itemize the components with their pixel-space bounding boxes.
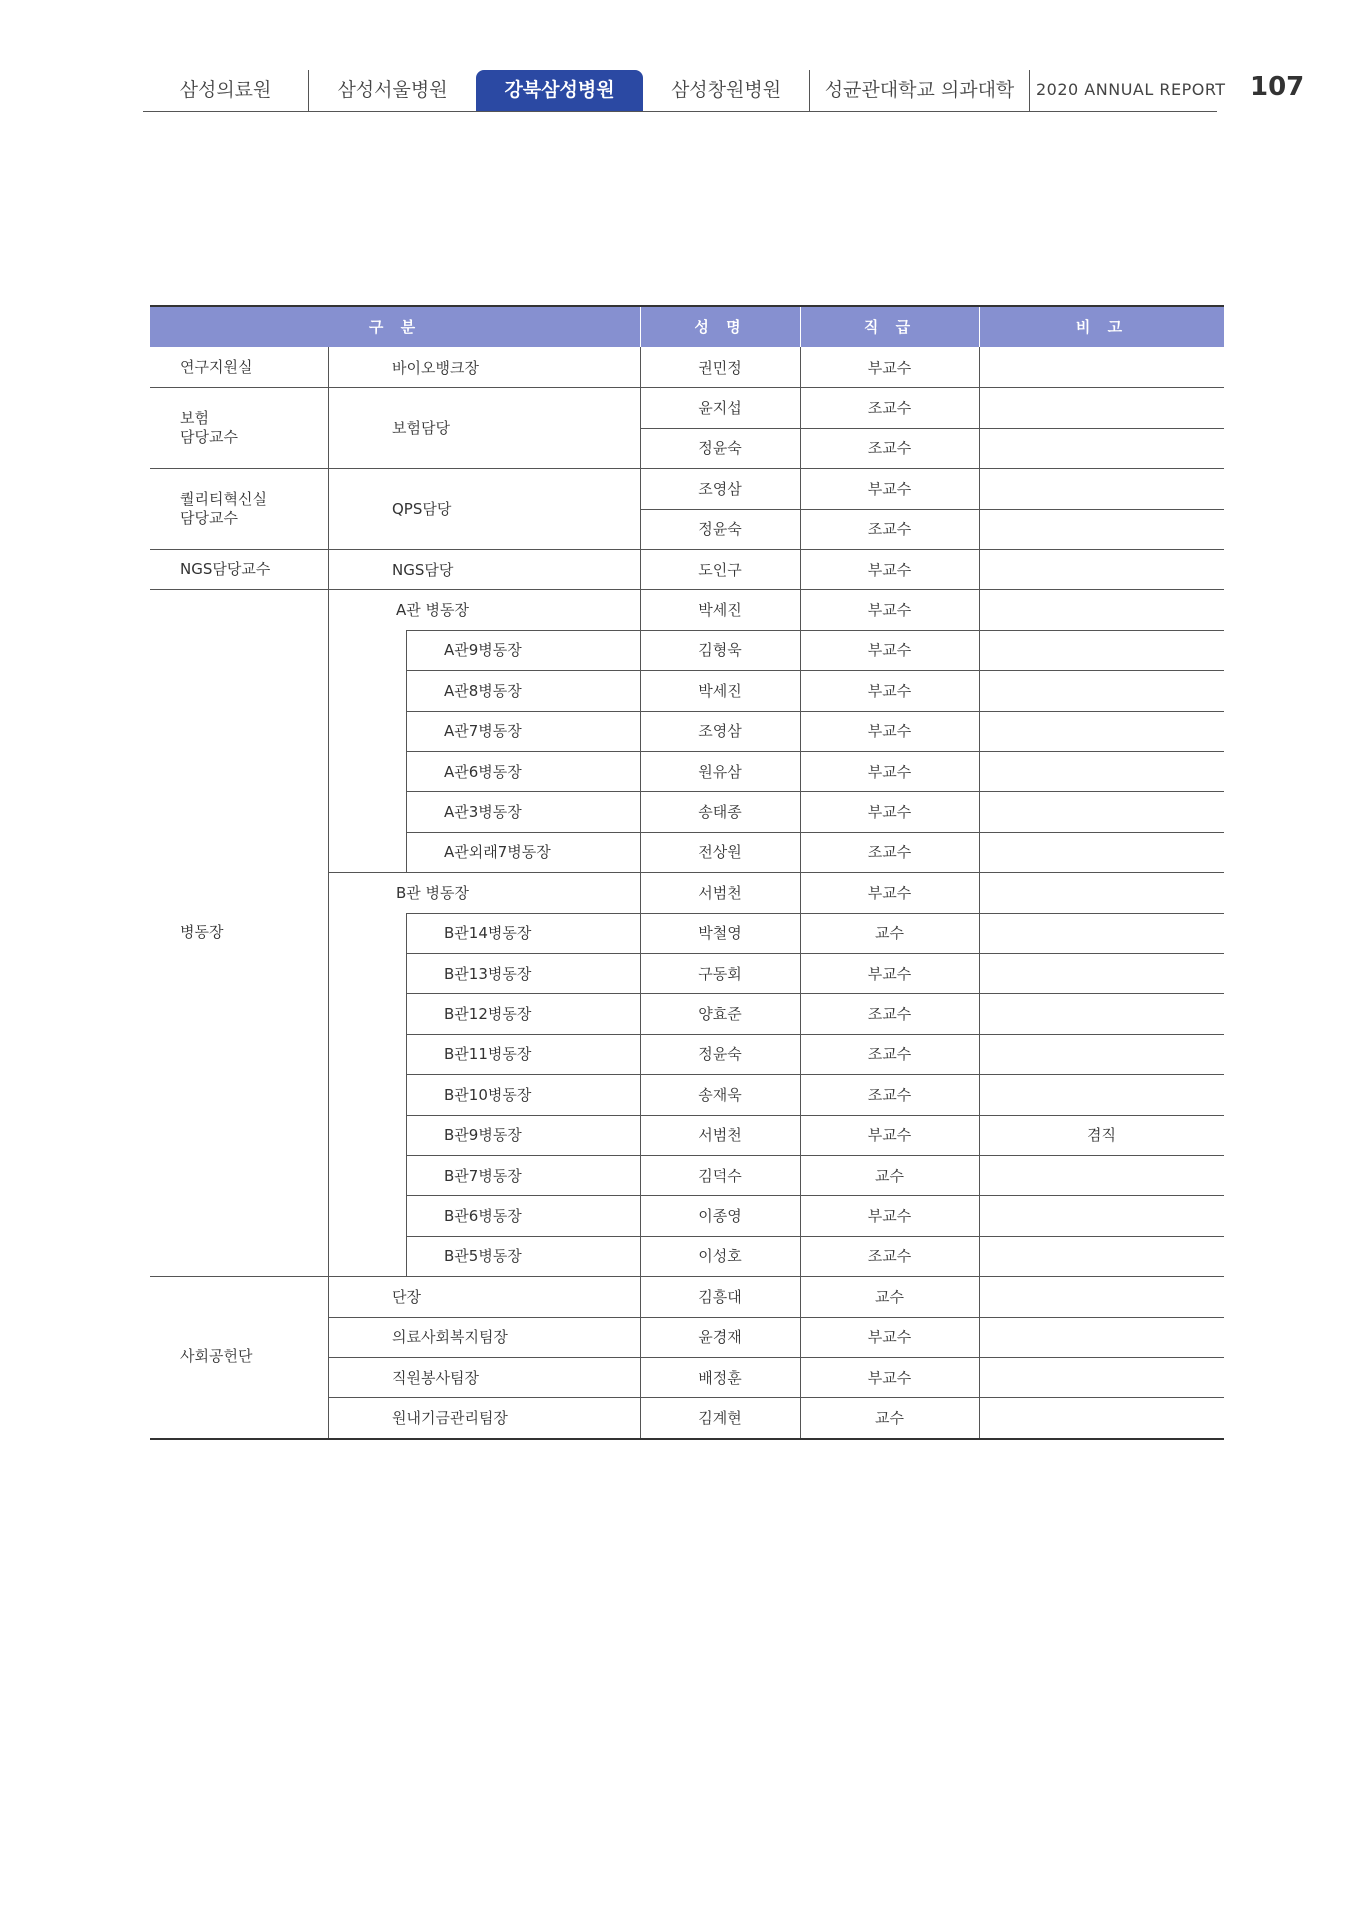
col-divider	[800, 468, 801, 549]
name-cell: 양효준	[698, 1005, 742, 1024]
table-bottom-rule	[150, 1438, 1224, 1440]
col-divider	[979, 347, 980, 387]
note-cell	[979, 993, 1224, 1033]
unit-label: A관외래7병동장	[444, 843, 551, 862]
name-cell: 원유삼	[698, 762, 742, 781]
name-cell: 조영삼	[698, 722, 742, 741]
rank-cell: 부교수	[867, 641, 912, 660]
note-cell	[979, 347, 1224, 387]
unit-label: 의료사회복지팀장	[392, 1328, 508, 1347]
unit-label: A관6병동장	[444, 762, 522, 781]
col-divider	[800, 347, 801, 387]
note-cell	[979, 670, 1224, 710]
col-divider	[640, 1276, 641, 1438]
rank-cell: 교수	[875, 924, 904, 943]
unit-label: B관10병동장	[444, 1085, 532, 1104]
page-number: 107	[1250, 72, 1305, 102]
note-cell	[979, 1317, 1224, 1357]
report-title: 2020 ANNUAL REPORT	[1036, 80, 1226, 99]
nested-divider	[406, 913, 407, 1277]
name-cell: 정윤숙	[698, 439, 742, 458]
rank-cell: 부교수	[867, 601, 912, 620]
unit-label: 원내기금관리팀장	[392, 1409, 508, 1428]
name-cell: 구동회	[698, 964, 742, 983]
note-cell	[979, 1236, 1224, 1276]
note-cell	[979, 953, 1224, 993]
rank-cell: 교수	[875, 1409, 904, 1428]
name-cell: 조영삼	[698, 479, 742, 498]
rank-cell: 교수	[875, 1166, 904, 1185]
unit-label: A관7병동장	[444, 722, 522, 741]
name-cell: 윤경재	[698, 1328, 742, 1347]
nav-underline	[143, 111, 1217, 112]
nested-divider	[406, 630, 407, 872]
col-divider	[640, 387, 641, 468]
col-divider	[640, 589, 641, 1276]
name-cell: 박세진	[698, 681, 742, 700]
unit-label: A관3병동장	[444, 803, 522, 822]
group-label: 퀄리티혁신실 담당교수	[180, 489, 267, 527]
rank-cell: 부교수	[867, 964, 912, 983]
page-header	[0, 0, 1357, 115]
rank-cell: 부교수	[867, 722, 912, 741]
name-cell: 김형욱	[698, 641, 742, 660]
col-divider	[328, 549, 329, 589]
col-divider	[328, 387, 329, 468]
rank-cell: 부교수	[867, 681, 912, 700]
rank-cell: 조교수	[867, 1247, 912, 1266]
name-cell: 박세진	[698, 601, 742, 620]
unit-label: B관6병동장	[444, 1207, 522, 1226]
staff-table	[150, 305, 1224, 1436]
note-cell	[979, 1034, 1224, 1074]
tab-4[interactable]: 삼성창원병원	[643, 70, 810, 112]
rank-cell: 부교수	[867, 883, 912, 902]
name-cell: 서범천	[698, 1126, 742, 1145]
note-cell	[979, 711, 1224, 751]
col-divider	[979, 1276, 980, 1438]
unit-label: QPS담당	[392, 500, 452, 519]
group-label: NGS담당교수	[180, 559, 271, 578]
name-cell: 이종영	[698, 1207, 742, 1226]
col-divider	[640, 468, 641, 549]
note-cell	[979, 872, 1224, 912]
name-cell: 정윤숙	[698, 1045, 742, 1064]
name-cell: 김흥대	[698, 1287, 742, 1306]
group-label: 사회공헌단	[180, 1347, 253, 1366]
note-cell	[979, 913, 1224, 953]
unit-label: A관 병동장	[396, 601, 469, 620]
col-divider	[979, 468, 980, 549]
note-cell	[979, 509, 1224, 549]
note-cell	[979, 791, 1224, 831]
tab-2[interactable]: 삼성서울병원	[337, 79, 448, 101]
unit-label: 직원봉사팀장	[392, 1368, 479, 1387]
tab-1[interactable]: 삼성의료원	[143, 70, 309, 112]
name-cell: 배정훈	[698, 1368, 742, 1387]
unit-label: A관8병동장	[444, 681, 522, 700]
col-divider	[328, 468, 329, 549]
note-cell	[979, 549, 1224, 589]
rank-cell: 조교수	[867, 1045, 912, 1064]
name-cell: 송태종	[698, 803, 742, 822]
col-divider	[800, 1276, 801, 1438]
rank-cell: 조교수	[867, 520, 912, 539]
table-header	[150, 307, 1224, 347]
column-header-2: 성 명	[640, 307, 800, 347]
unit-label: NGS담당	[392, 560, 454, 579]
column-header-4: 비 고	[979, 307, 1224, 347]
rank-cell: 조교수	[867, 1085, 912, 1104]
col-divider	[328, 589, 329, 1276]
group-label: 병동장	[180, 923, 224, 942]
col-divider	[328, 347, 329, 387]
name-cell: 김덕수	[698, 1166, 742, 1185]
tab-5[interactable]: 성균관대학교 의과대학	[810, 70, 1030, 112]
unit-label: B관5병동장	[444, 1247, 522, 1266]
unit-label: B관13병동장	[444, 964, 532, 983]
rank-cell: 조교수	[867, 439, 912, 458]
rank-cell: 조교수	[867, 843, 912, 862]
tab-3[interactable]: 강북삼성병원	[476, 70, 643, 112]
note-cell: 겸직	[1087, 1126, 1116, 1145]
rank-cell: 부교수	[867, 803, 912, 822]
col-divider	[640, 549, 641, 589]
note-cell	[979, 1397, 1224, 1437]
rank-cell: 조교수	[867, 399, 912, 418]
note-cell	[979, 1357, 1224, 1397]
name-cell: 윤지섭	[698, 399, 742, 418]
rank-cell: 부교수	[867, 1368, 912, 1387]
name-cell: 정윤숙	[698, 520, 742, 539]
col-divider	[979, 387, 980, 468]
note-cell	[979, 589, 1224, 629]
col-divider	[979, 589, 980, 1276]
name-cell: 송재욱	[698, 1085, 742, 1104]
column-header-1: 구 분	[368, 318, 422, 336]
rank-cell: 부교수	[867, 358, 912, 377]
note-cell	[979, 630, 1224, 670]
name-cell: 도인구	[698, 560, 742, 579]
name-cell: 권민정	[698, 358, 742, 377]
rank-cell: 조교수	[867, 1005, 912, 1024]
note-cell	[979, 428, 1224, 468]
note-cell	[979, 1276, 1224, 1316]
unit-label: B관11병동장	[444, 1045, 532, 1064]
unit-label: B관9병동장	[444, 1126, 522, 1145]
note-cell	[979, 1195, 1224, 1235]
rank-cell: 부교수	[867, 1126, 912, 1145]
col-divider	[328, 1276, 329, 1438]
rank-cell: 부교수	[867, 1207, 912, 1226]
unit-label: 바이오뱅크장	[392, 358, 479, 377]
name-cell: 전상원	[698, 843, 742, 862]
rank-cell: 부교수	[867, 479, 912, 498]
group-label: 보험 담당교수	[180, 408, 238, 446]
unit-label: 단장	[392, 1287, 421, 1306]
name-cell: 김계현	[698, 1409, 742, 1428]
group-label: 연구지원실	[180, 357, 253, 376]
col-divider	[800, 549, 801, 589]
unit-label: 보험담당	[392, 419, 450, 438]
unit-label: B관12병동장	[444, 1005, 532, 1024]
note-cell	[979, 751, 1224, 791]
unit-label: B관 병동장	[396, 883, 470, 902]
unit-label: B관7병동장	[444, 1166, 522, 1185]
name-cell: 서범천	[698, 883, 742, 902]
unit-label: A관9병동장	[444, 641, 522, 660]
note-cell	[979, 387, 1224, 427]
unit-label: B관14병동장	[444, 924, 532, 943]
rank-cell: 부교수	[867, 762, 912, 781]
col-divider	[979, 549, 980, 589]
rank-cell: 부교수	[867, 1328, 912, 1347]
name-cell: 박철영	[698, 924, 742, 943]
rank-cell: 교수	[875, 1287, 904, 1306]
note-cell	[979, 1074, 1224, 1114]
note-cell	[979, 468, 1224, 508]
note-cell	[979, 832, 1224, 872]
col-divider	[800, 589, 801, 1276]
name-cell: 이성호	[698, 1247, 742, 1266]
column-header-3: 직 급	[800, 307, 979, 347]
col-divider	[800, 387, 801, 468]
col-divider	[640, 347, 641, 387]
note-cell	[979, 1155, 1224, 1195]
rank-cell: 부교수	[867, 560, 912, 579]
